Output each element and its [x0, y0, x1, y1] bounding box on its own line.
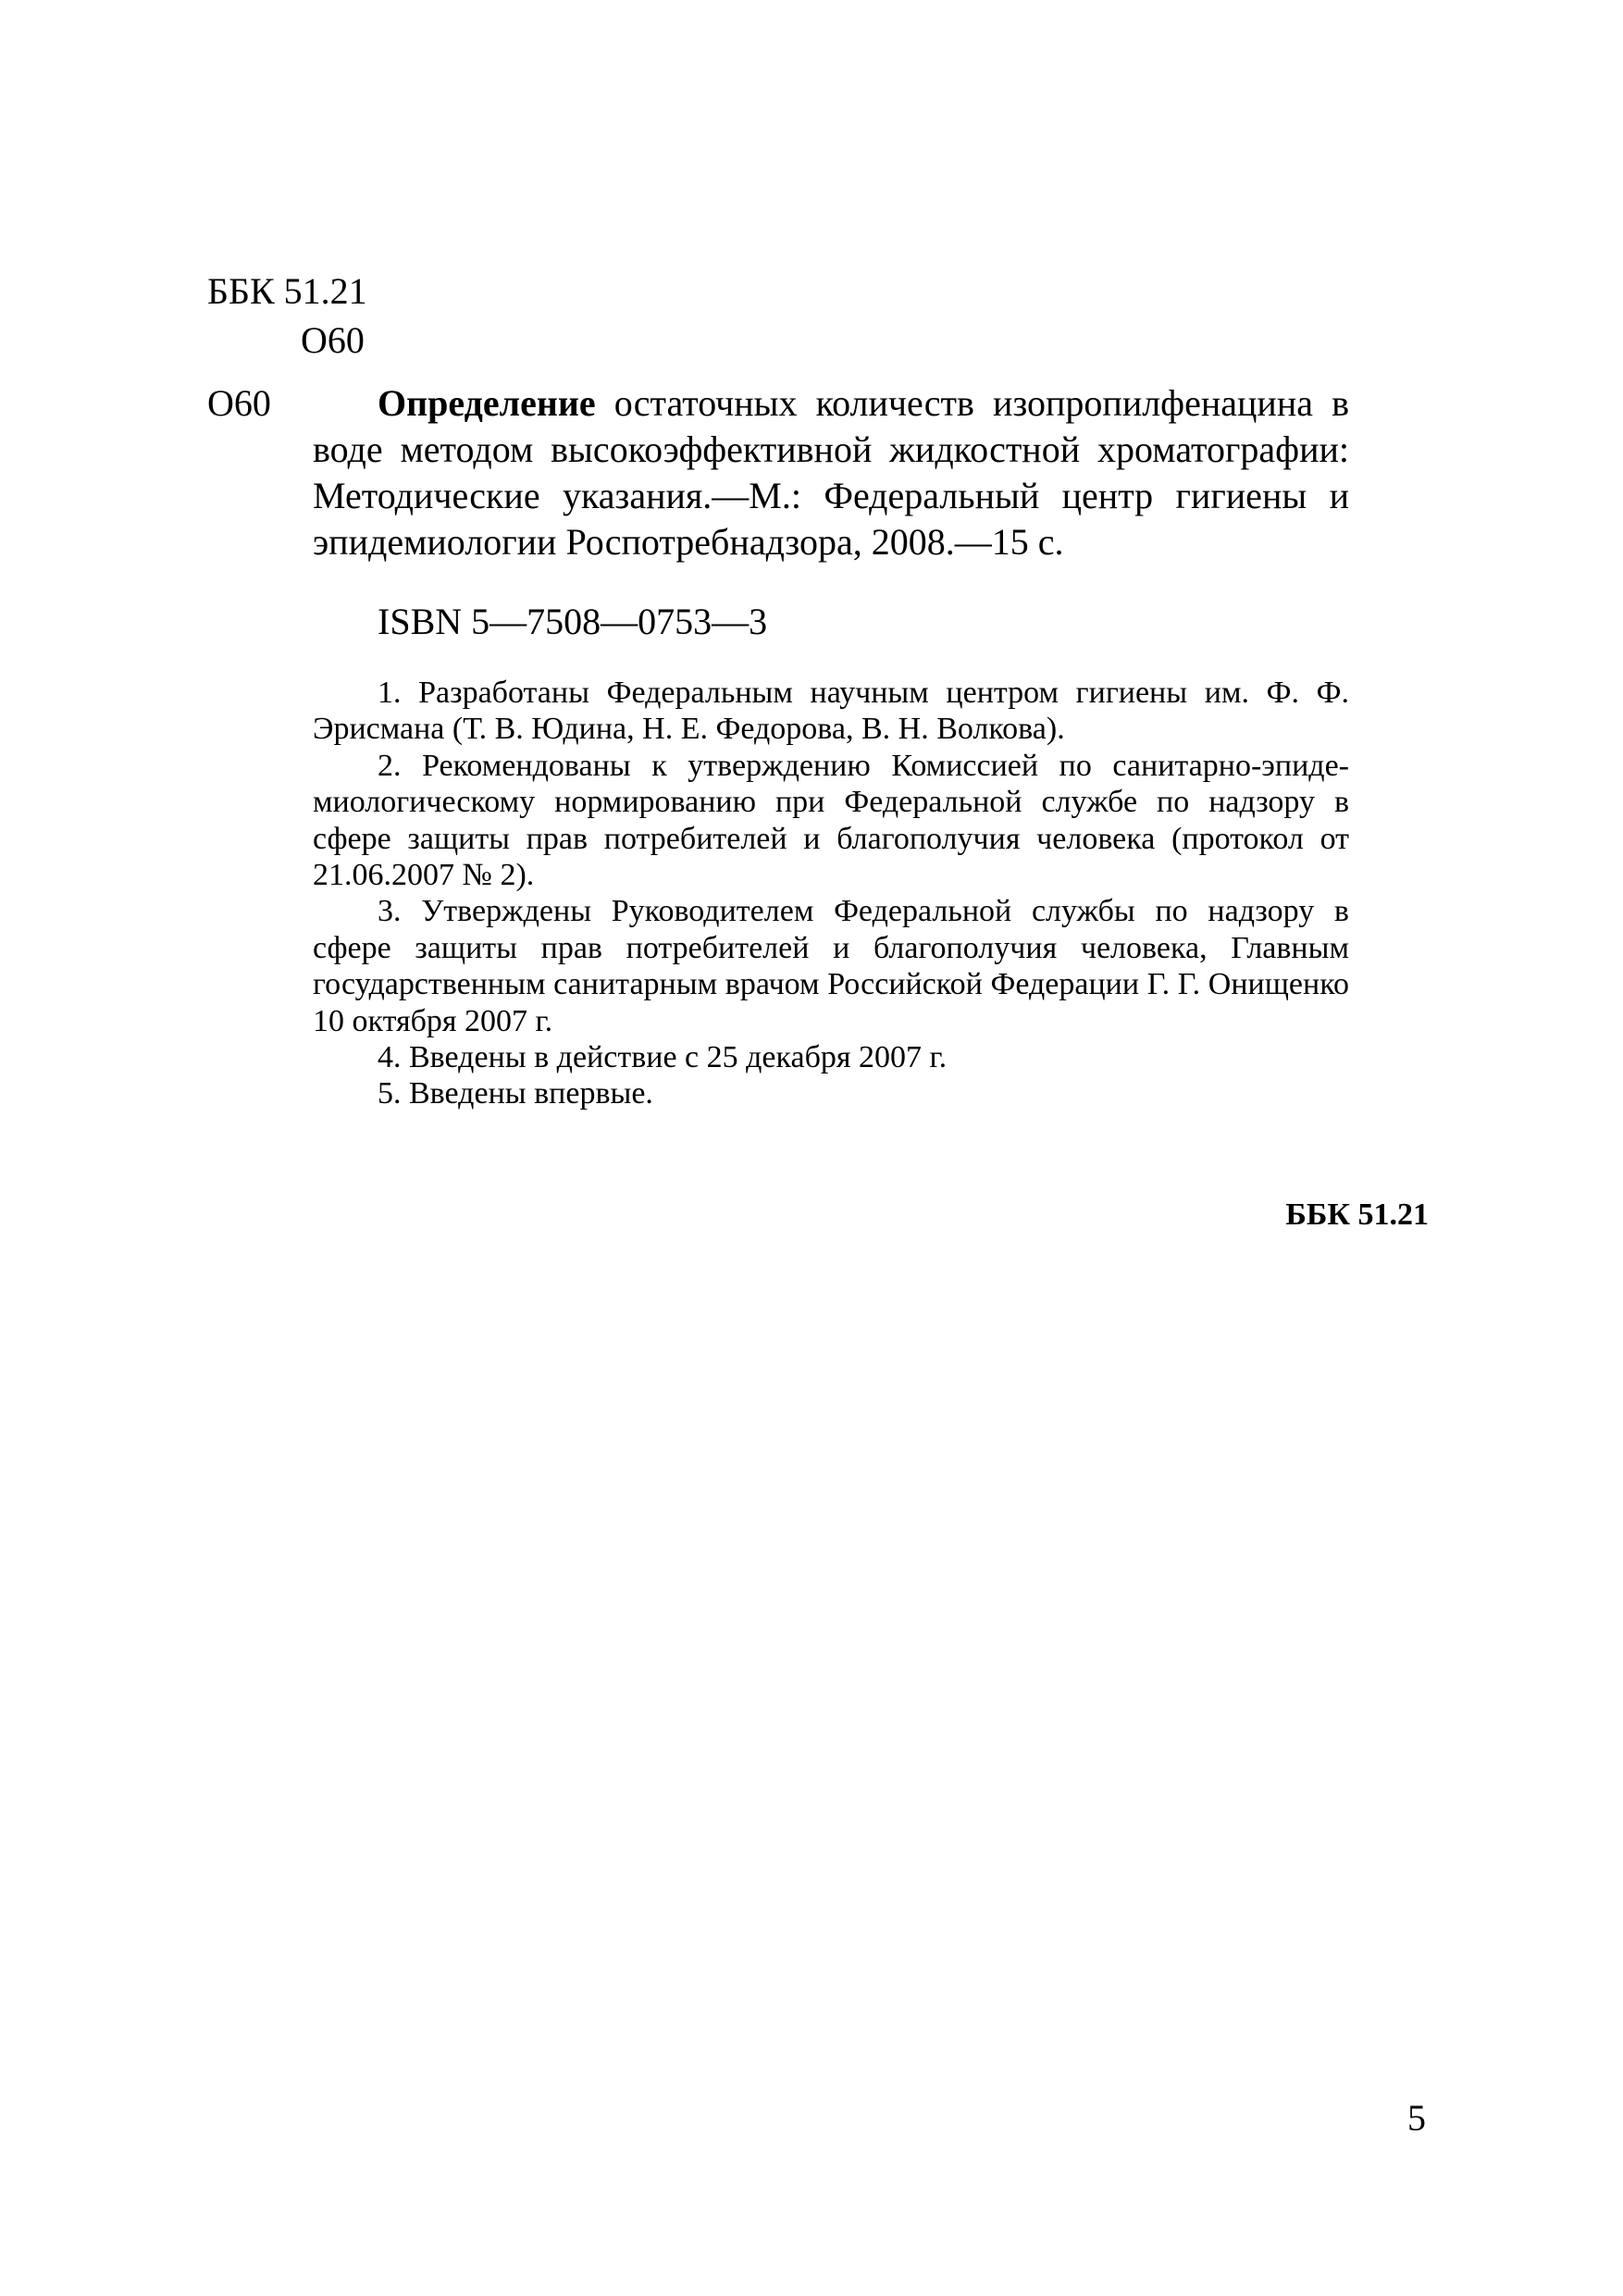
page-number: 5: [1407, 2097, 1426, 2139]
note-item: 2. Рекомендованы к утверждению Комиссией по санитарно-эпидемиологическому нормированию при Федеральной службе по надзору в сфере защиты прав потребителей и благополучия человека (протокол от 21.06.2007 № 2).: [313, 748, 1349, 893]
bbk-footer-code: ББК 51.21: [1285, 1198, 1429, 1232]
entry-author-mark: О60: [207, 382, 271, 424]
bbk-classification-code: ББК 51.21: [207, 270, 367, 312]
author-mark: О60: [301, 319, 365, 361]
note-item: 4. Введены в действие с 25 декабря 2007 г.: [378, 1040, 948, 1075]
entry-title-bold: Определение: [378, 382, 596, 424]
note-item: 3. Утверждены Руководителем Федеральной службы по надзору в сфере защиты прав потребителей и благополучия человека, Главным государственным санитарным врачом Российской Федерации Г. Г. Онищенко 10 октября 2007 г.: [313, 894, 1349, 1038]
note-item: 5. Введены впервые.: [378, 1076, 653, 1111]
publication-notes: [313, 675, 1349, 1112]
note-item: 1. Разработаны Федеральным научным центром гигиены им. Ф. Ф. Эрисмана (Т. В. Юдина, Н. Е. Федорова, В. Н. Волкова).: [313, 676, 1349, 747]
bibliographic-entry: [313, 380, 1349, 565]
entry-description: остаточных количеств изопропилфенацина в воде методом высокоэффективной жидкостной хроматографии: Методические указания.—М.: Федеральный центр гигиены и эпидемиологии Роспотребнадзора, 2008.—15 с.: [313, 382, 1349, 563]
isbn: ISBN 5—7508—0753—3: [378, 601, 768, 642]
